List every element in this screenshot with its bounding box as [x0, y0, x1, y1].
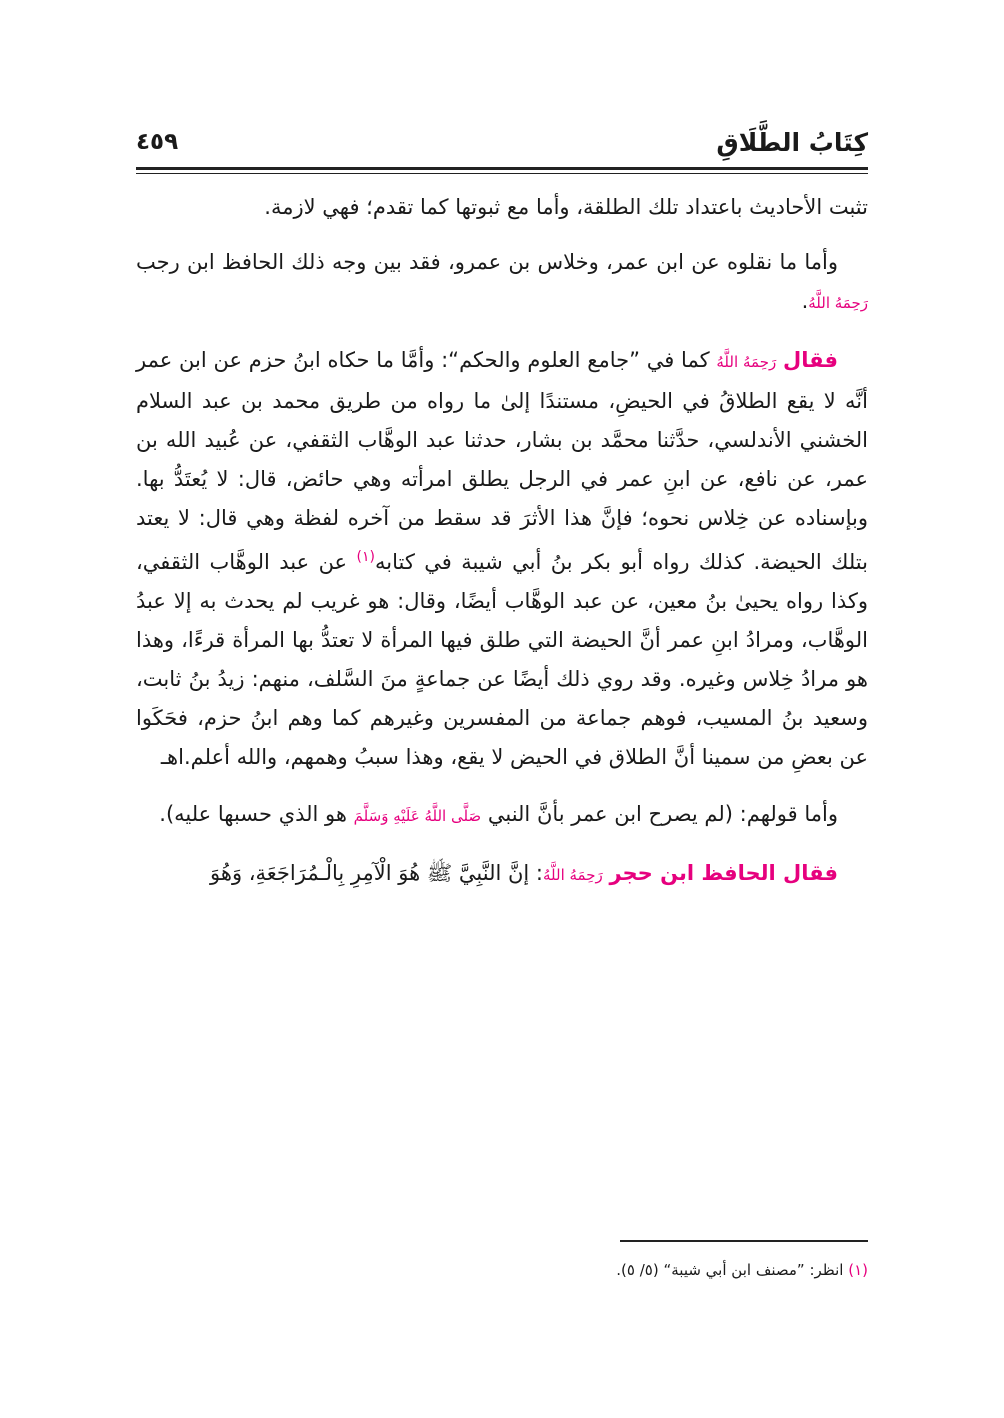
footnote-reference: (١) — [356, 549, 375, 565]
header-rule-thin — [136, 173, 868, 174]
honorific-mark: رَحِمَهُ اللَّهُ — [543, 866, 603, 884]
paragraph-2-text: وأما ما نقلوه عن ابن عمر، وخلاس بن عمرو، فقد بين وجه ذلك الحافظ ابن رجب — [136, 250, 838, 274]
paragraph-2-end: . — [801, 289, 809, 313]
paragraph-4 — [136, 795, 868, 836]
paragraph-2 — [136, 243, 868, 323]
footnote — [136, 1258, 868, 1282]
paragraph-3-lead: فقال — [783, 348, 838, 372]
footnote-text: انظر: ”مصنف ابن أبي شيبة“ (٥/ ٥). — [616, 1261, 844, 1279]
paragraph-4-text: وأما قولهم: (لم يصرح ابن عمر بأنَّ النبي — [487, 802, 838, 826]
paragraph-1: تثبت الأحاديث باعتداد تلك الطلقة، وأما مع ثبوتها كما تقدم؛ فهي لازمة. — [264, 195, 868, 219]
footnote-number: (١) — [848, 1261, 868, 1279]
footnote-separator — [620, 1240, 868, 1242]
salutation-mark: صَلَّى اللَّهُ عَلَيْهِ وَسَلَّمَ — [353, 807, 482, 825]
paragraph-3-text-b: عن عبد الوهَّاب الثقفي، وكذا رواه يحيىٰ بنُ معين، عن عبد الوهَّاب أيضًا، وقال: هو غريب لم يحدث به إلا عبدُ الوهَّاب، ومرادُ ابنِ عمر أنَّ الحيضة التي طلق فيها المرأة لا تعتدُّ بها المرأة قرءًا، وهذا هو مرادُ خِلاس وغيره. وقد روي ذلك أيضًا عن جماعةٍ منَ السَّلف، منهم: زيدُ بنُ ثابت، وسعيد بنُ المسيب، فوهم جماعة من المفسرين وغيرهم كما وهم ابنُ حزم، فحَكَوا عن بعضِ من سمينا أنَّ الطلاق في الحيض لا يقع، وهذا سببُ وهمهم، والله أعلم.اهـ — [136, 550, 868, 769]
page-number: ٤٥٩ — [136, 129, 179, 155]
header-rule-thick — [136, 167, 868, 170]
paragraph-3 — [136, 341, 868, 777]
paragraph-4-end: هو الذي حسبها عليه). — [159, 802, 347, 826]
paragraph-5-lead: فقال الحافظ ابن حجر — [609, 861, 838, 885]
paragraph-3-text-a: كما في ”جامع العلوم والحكم“: وأمَّا ما حكاه ابنُ حزم عن ابن عمر أنَّه لا يقع الطلاقُ في الحيضِ، مستندًا إلىٰ ما رواه من طريق محمد بن عبد السلام الخشني الأندلسي، حدَّثنا محمَّد بن بشار، حدثنا عبد الوهَّاب الثقفي، عن عُبيد الله بن عمر، عن نافع، عن ابنِ عمر في الرجل يطلق امرأته وهي حائض، قال: لا يُعتَدُّ بها. وبإسناده عن خِلاس نحوه؛ فإنَّ هذا الأثرَ قد سقط من آخره لفظة وهي قال: لا يعتد بتلك الحيضة. كذلك رواه أبو بكر بنُ أبي شيبة في كتابه — [136, 348, 868, 574]
honorific-mark: رَحِمَهُ اللَّهُ — [716, 353, 777, 371]
main-text — [136, 188, 868, 895]
paragraph-5 — [136, 854, 868, 895]
book-title: كِتَابُ الطَّلَاقِ — [716, 127, 868, 157]
paragraph-5-text: : إنَّ النَّبِيَّ ﷺ هُوَ الْآمِرِ بِالْـمُرَاجَعَةِ، وَهُوَ — [210, 861, 543, 885]
page-header — [136, 122, 868, 162]
honorific-mark: رَحِمَهُ اللَّهُ — [808, 294, 868, 312]
